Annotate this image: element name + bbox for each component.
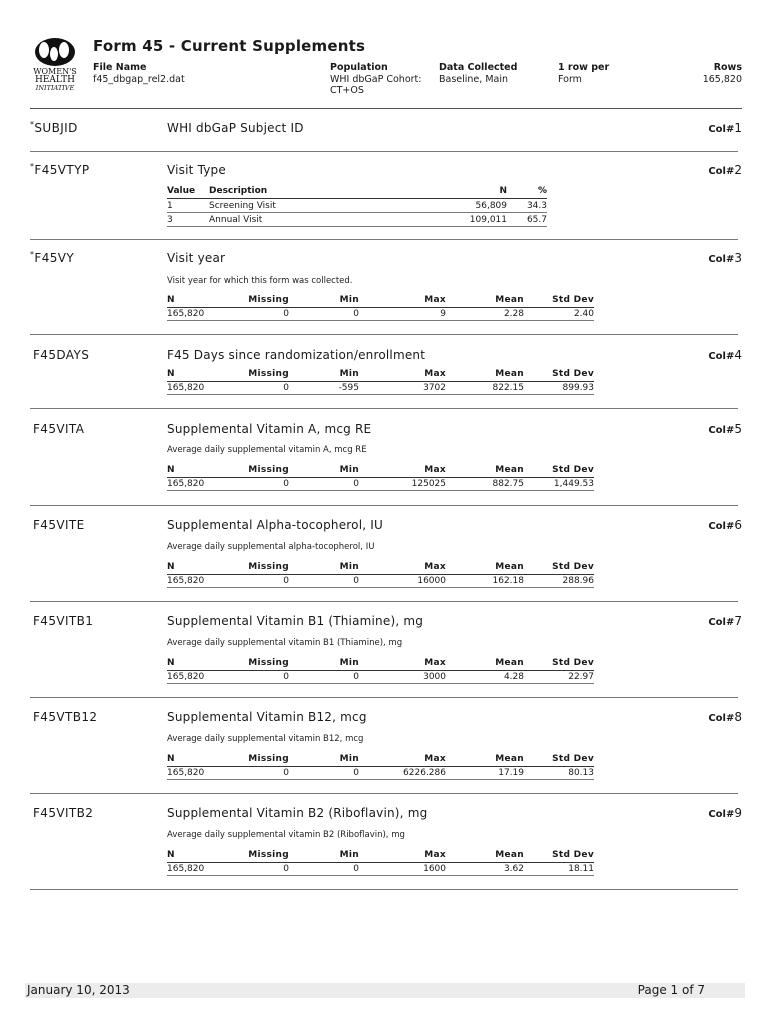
column-number: Col#1 (708, 121, 742, 135)
variable-description: Visit year for which this form was collected. (167, 276, 353, 286)
table-row: 3 Annual Visit 109,011 65.7 (167, 212, 547, 226)
variable-name: F45VITB2 (33, 806, 94, 820)
stats-row: 165,820 0 0 125025 882.75 1,449.53 (167, 479, 594, 489)
variable-title: Supplemental Vitamin A, mcg RE (167, 422, 372, 436)
svg-text:WOMEN'S: WOMEN'S (33, 67, 77, 76)
variable-section (30, 422, 742, 506)
rows-value: 165,820 (702, 74, 742, 85)
variable-description: Average daily supplemental vitamin B2 (Riboflavin), mg (167, 830, 405, 840)
footer-date: January 10, 2013 (27, 983, 130, 997)
column-number: Col#8 (708, 710, 742, 724)
variable-name: *SUBJID (30, 120, 78, 135)
variable-section (30, 518, 742, 602)
variable-title: Supplemental Vitamin B1 (Thiamine), mg (167, 614, 424, 628)
variable-description: Average daily supplemental alpha-tocopherol, IU (167, 542, 375, 552)
variable-description: Average daily supplemental vitamin A, mcg RE (167, 445, 367, 455)
svg-text:INITIATIVE: INITIATIVE (35, 84, 75, 92)
variable-title: Supplemental Alpha-tocopherol, IU (167, 518, 383, 532)
header-divider (30, 108, 742, 109)
stats-table: N Missing Min Max Mean Std Dev 165,820 0 0 125025 882.75 1,449.53 (167, 465, 594, 489)
table-row: 1 Screening Visit 56,809 34.3 (167, 198, 547, 212)
stats-table: N Missing Min Max Mean Std Dev 165,820 0 0 16000 162.18 288.96 (167, 562, 594, 586)
n-header: N (445, 186, 507, 198)
data-collected-label: Data Collected (439, 62, 518, 73)
variable-section (30, 250, 742, 335)
row-per-value: Form (558, 74, 582, 85)
column-number: Col#3 (708, 251, 742, 265)
stats-table: N Missing Min Max Mean Std Dev 165,820 0 0 1600 3.62 18.11 (167, 850, 594, 874)
whi-logo (30, 34, 80, 94)
column-number: Col#7 (708, 614, 742, 628)
stats-row: 165,820 0 -595 3702 822.15 899.93 (167, 383, 594, 393)
form-title: Form 45 - Current Supplements (93, 37, 366, 55)
column-number: Col#2 (708, 163, 742, 177)
column-number: Col#4 (708, 348, 742, 362)
column-number: Col#9 (708, 806, 742, 820)
stats-table: N Missing Min Max Mean Std Dev 165,820 0 0 6226.286 17.19 80.13 (167, 754, 594, 778)
variable-name: *F45VY (30, 250, 75, 265)
page-number: Page 1 of 7 (637, 983, 705, 997)
variable-section (30, 806, 742, 890)
svg-text:HEALTH: HEALTH (34, 75, 76, 85)
variable-description: Average daily supplemental vitamin B12, mcg (167, 734, 364, 744)
variable-title: Supplemental Vitamin B2 (Riboflavin), mg (167, 806, 428, 820)
stats-row: 165,820 0 0 9 2.28 2.40 (167, 309, 594, 319)
variable-name: F45VITA (33, 422, 85, 436)
page-footer (25, 983, 745, 998)
variable-name: F45DAYS (33, 348, 90, 362)
stats-table: N Missing Min Max Mean Std Dev 165,820 0 0 3000 4.28 22.97 (167, 658, 594, 682)
value-header: Value (167, 186, 209, 198)
variable-title: Visit year (167, 251, 226, 265)
stats-table: N Missing Min Max Mean Std Dev 165,820 0 0 9 2.28 2.40 (167, 295, 594, 319)
population-label: Population (330, 62, 388, 73)
variable-name: F45VITB1 (33, 614, 94, 628)
column-number: Col#5 (708, 422, 742, 436)
row-per-label: 1 row per (558, 62, 610, 73)
variable-name: F45VTB12 (33, 710, 98, 724)
variable-section (30, 614, 742, 698)
stats-row: 165,820 0 0 1600 3.62 18.11 (167, 864, 594, 874)
variable-section (30, 710, 742, 794)
variable-description: Average daily supplemental vitamin B1 (Thiamine), mg (167, 638, 403, 648)
variable-section (30, 162, 742, 240)
variable-title: WHI dbGaP Subject ID (167, 121, 304, 135)
data-collected-value: Baseline, Main (439, 74, 508, 85)
file-name-value: f45_dbgap_rel2.dat (93, 74, 185, 85)
description-header: Description (209, 186, 445, 198)
population-value: WHI dbGaP Cohort: CT+OS (330, 74, 422, 96)
rows-label: Rows (713, 62, 742, 73)
variable-section (30, 348, 742, 409)
variable-section (30, 120, 742, 152)
file-name-label: File Name (93, 62, 147, 73)
stats-row: 165,820 0 0 3000 4.28 22.97 (167, 672, 594, 682)
pct-header: % (507, 186, 547, 198)
variable-name: F45VITE (33, 518, 85, 532)
variable-title: Visit Type (167, 163, 226, 177)
variable-title: Supplemental Vitamin B12, mcg (167, 710, 367, 724)
stats-table: N Missing Min Max Mean Std Dev 165,820 0 -595 3702 822.15 899.93 (167, 369, 594, 393)
column-number: Col#6 (708, 518, 742, 532)
variable-title: F45 Days since randomization/enrollment (167, 348, 426, 362)
variable-name: *F45VTYP (30, 162, 90, 177)
stats-row: 165,820 0 0 16000 162.18 288.96 (167, 576, 594, 586)
stats-row: 165,820 0 0 6226.286 17.19 80.13 (167, 768, 594, 778)
value-table (167, 186, 547, 227)
